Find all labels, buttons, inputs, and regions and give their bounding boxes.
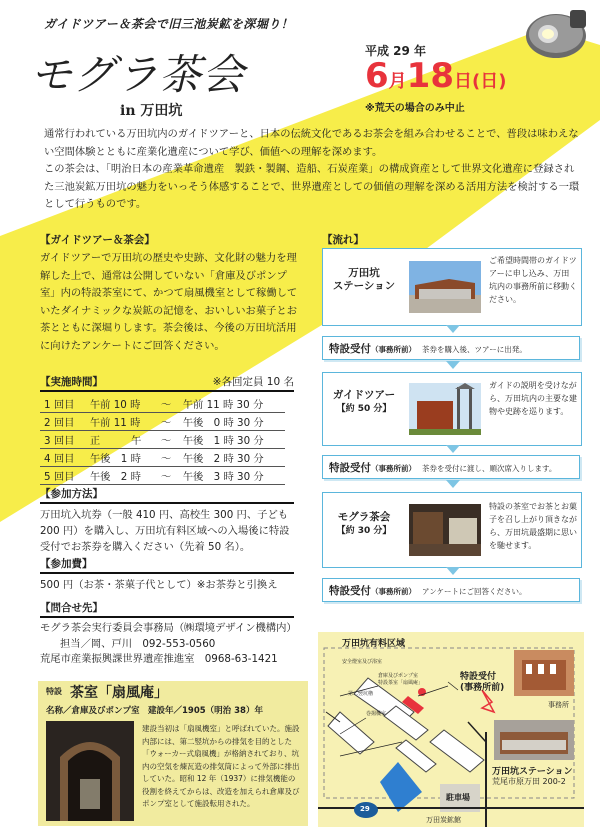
- session-end: 午前 11 時 30 分: [179, 395, 285, 413]
- flow-reception-sub: （事務所前）: [371, 345, 416, 354]
- flow-reception-note: 茶券を受付に渡し、順次席入りします。: [422, 464, 557, 473]
- date-day-unit: 日: [454, 71, 472, 92]
- session-separator: 〜: [157, 449, 179, 467]
- flow-reception-sub: （事務所前）: [371, 464, 416, 473]
- map-label-tokusetsu: 特設茶室「扇風庵」: [378, 680, 424, 686]
- date-day: 18: [406, 56, 454, 96]
- session-separator: 〜: [157, 431, 179, 449]
- schedule-section: [40, 374, 298, 485]
- method-section: [40, 486, 298, 555]
- date-weekday: (日): [472, 71, 507, 92]
- session-start: 午後 2 時: [86, 467, 157, 485]
- tour-photo: [409, 383, 481, 435]
- tearoom-body: 建設当初は「扇風機室」と呼ばれていた。施設内部には、第二竪坑からの排気を目的とした「ウォーカー式扇風機」が格納されており、坑内の空気を煉瓦造の排気筒によって外部に排出していた。昭和 12 年（1937）に排気機能の役割を終えてからは、改造を加えられ倉庫及びポンプ室として施設転用された。: [142, 724, 300, 808]
- contact-line-2: 担当／岡、戸川 092-553-0560: [60, 637, 216, 650]
- flow-step-text: ガイドの説明を受けながら、万田坑内の主要な建物や史跡を巡ります。: [489, 381, 577, 416]
- map-label-uketsuke: 特設受付: [460, 672, 497, 682]
- flow-step-duration: 【約 30 分】: [336, 526, 392, 536]
- map-label-tatekou: 第二竪坑櫓: [348, 691, 374, 697]
- flow-heading: 【流れ】: [322, 234, 364, 246]
- intro-text: [44, 126, 582, 214]
- miner-helmet-icon: [510, 0, 590, 60]
- date-month-unit: 月: [388, 71, 407, 92]
- flow-step-text: 特設の茶室でお茶とお菓子を召し上がり頂きながら、万田坑最盛期に思いを馳せます。: [489, 502, 577, 550]
- table-row: [40, 449, 285, 467]
- flow-reception-label: 特設受付: [329, 585, 371, 597]
- session-separator: 〜: [157, 395, 179, 413]
- flow-arrow: [446, 361, 460, 369]
- teaparty-photo: [409, 504, 481, 556]
- map-label-address: 荒尾市原万田 200-2: [492, 777, 566, 786]
- flow-step-duration: 【約 50 分】: [336, 404, 392, 414]
- fee-section: [40, 556, 298, 595]
- flow-reception-label: 特設受付: [329, 343, 371, 355]
- event-logo-sub: in 万田坑: [120, 103, 183, 119]
- session-start: 正 午: [86, 431, 157, 449]
- table-row: [40, 467, 285, 485]
- tearoom-title: 茶室「扇風庵」: [70, 685, 168, 701]
- event-date: [365, 56, 507, 99]
- flow-step-label: ガイドツアー: [332, 389, 396, 401]
- flow-arrow: [446, 325, 460, 333]
- flow-reception-note: 茶券を購入後、ツアーに出発。: [422, 345, 527, 354]
- schedule-header-bar: [40, 374, 294, 392]
- session-start: 午前 10 時: [86, 395, 157, 413]
- flow-reception-2: [322, 455, 580, 479]
- session-number: 3 回目: [40, 431, 86, 449]
- session-separator: 〜: [157, 467, 179, 485]
- tour-section: [40, 232, 298, 355]
- method-heading: 【参加方法】: [40, 486, 294, 504]
- flow-arrow: [446, 480, 460, 488]
- session-start: 午前 11 時: [86, 413, 157, 431]
- route-29-badge: 29: [360, 805, 370, 813]
- intro-paragraph-2: この茶会は、「明治日本の産業革命遺産 製鉄・製鋼、造船、石炭産業」の構成資産として世界文化遺産に登録された三池炭鉱万田坑の魅力をいっそう体感することで、世界遺産としての価値の理解を深める活用方法を検討する一環として行うものです。: [44, 163, 580, 210]
- flow-step-teaparty: [322, 492, 582, 568]
- session-end: 午後 1 時 30 分: [179, 431, 285, 449]
- station-photo: [409, 261, 481, 313]
- flow-reception-sub: （事務所前）: [371, 587, 416, 596]
- session-end: 午後 0 時 30 分: [179, 413, 285, 431]
- tagline: ガイドツアー＆茶会で旧三池炭鉱を深堀り！: [44, 17, 294, 31]
- session-separator: 〜: [157, 413, 179, 431]
- area-map: [318, 632, 584, 827]
- schedule-heading: 【実施時間】: [40, 376, 103, 388]
- rain-note: ※荒天の場合のみ中止: [365, 103, 465, 114]
- map-area-label: 万田坑有料区域: [342, 639, 406, 649]
- flow-step-station: [322, 248, 582, 326]
- contact-section: [40, 600, 302, 668]
- flow-arrow: [446, 567, 460, 575]
- contact-heading: 【問合せ先】: [40, 600, 294, 618]
- flow-step-text: ご希望時間帯のガイドツアーに申し込み、万田坑内の事務所前に移動ください。: [489, 256, 577, 304]
- map-label-jimusho: 事務所: [548, 701, 569, 709]
- flow-step-tour: [322, 372, 582, 446]
- map-label-parking: 駐車場: [446, 793, 470, 802]
- tearoom-badge: 特設: [46, 687, 62, 696]
- schedule-table: [40, 395, 285, 485]
- session-end: 午後 3 時 30 分: [179, 467, 285, 485]
- contact-line-1: モグラ茶会実行委員会事務局（㈱環境デザイン機構内）: [40, 622, 297, 634]
- session-number: 2 回目: [40, 413, 86, 431]
- map-label-anzen: 安全燈室及び浴室: [342, 659, 383, 665]
- flow-reception-3: [322, 578, 580, 602]
- map-label-uketsuke-sub: (事務所前): [460, 683, 505, 693]
- map-label-bottom: 万田炭鉱館: [426, 816, 461, 824]
- session-start: 午後 1 時: [86, 449, 157, 467]
- flow-step-label: モグラ茶会: [337, 511, 391, 523]
- intro-paragraph-1: 通常行われている万田坑内のガイドツアーと、日本の伝統文化であるお茶会を組み合わせることで、普段は味わえない空間体験とともに産業化遺産について学び、価値への理解を深めます。: [44, 128, 579, 158]
- flow-reception-1: [322, 336, 580, 360]
- session-end: 午後 2 時 30 分: [179, 449, 285, 467]
- fee-body: 500 円（お茶・茶菓子代として）※お茶券と引換え: [40, 579, 278, 591]
- map-label-kanri: 巻揚機室: [366, 711, 387, 717]
- tour-heading: 【ガイドツアー＆茶会】: [40, 234, 155, 246]
- schedule-capacity: ※各回定員 10 名: [212, 376, 294, 388]
- session-number: 4 回目: [40, 449, 86, 467]
- table-row: [40, 431, 285, 449]
- fee-heading: 【参加費】: [40, 556, 294, 574]
- map-label-station: 万田坑ステーション: [492, 767, 573, 777]
- contact-line-3: 荒尾市産業振興課世界遺産推進室 0968-63-1421: [40, 653, 278, 665]
- method-body: 万田坑入坑券（一般 410 円、高校生 300 円、子ども 200 円）を購入し、万田坑有料区域への入場後に特設受付でお茶券を購入ください（先着 50 名）。: [40, 509, 290, 553]
- flow-step-label: 万田坑 ステーション: [332, 267, 396, 292]
- flow-reception-note: アンケートにご回答ください。: [422, 587, 527, 596]
- tearoom-box: [38, 681, 308, 826]
- tearoom-subtitle: 名称／倉庫及びポンプ室 建設年／1905（明治 38）年: [46, 706, 263, 716]
- flow-reception-label: 特設受付: [329, 462, 371, 474]
- date-month: 6: [365, 56, 389, 96]
- event-logo: モグラ茶会: [30, 50, 246, 99]
- event-date-block: [365, 42, 506, 114]
- table-row: [40, 395, 285, 413]
- flow-arrow: [446, 445, 460, 453]
- table-row: [40, 413, 285, 431]
- tour-body: ガイドツアーで万田坑の歴史や史跡、文化財の魅力を理解した上で、通常は公開していない「倉庫及びポンプ室」内の特設茶室にて、かつて扇風機室として稼働していたダイナミックな炭鉱の記憶を、おいしいお菓子とお茶とともに深堀りします。茶会後は、今後の万田坑活用に向けたアンケートにご回答ください。: [40, 252, 298, 352]
- session-number: 5 回目: [40, 467, 86, 485]
- session-number: 1 回目: [40, 395, 86, 413]
- tearoom-photo: [46, 721, 134, 821]
- map-label-souko: 倉庫及びポンプ室: [378, 673, 419, 679]
- era-year: 平成 29 年: [365, 44, 427, 58]
